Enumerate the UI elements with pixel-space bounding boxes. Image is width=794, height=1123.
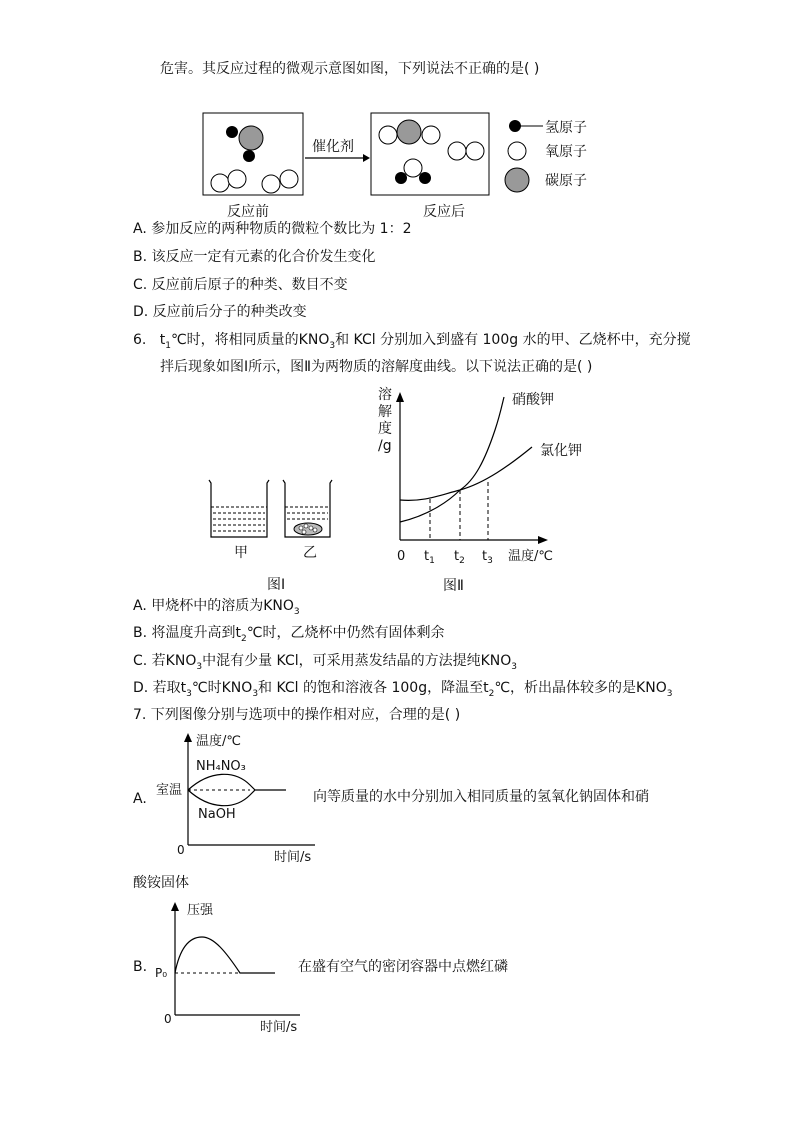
carbon-atom [239,126,263,150]
question-5-stem-continued: 危害。其反应过程的微观示意图如图，下列说法不正确的是( ) [160,61,540,77]
legend-hydrogen: 氢原子 [545,120,587,136]
q6-option-c[interactable]: C. 若$KNO_3$中混有少量 KCl，可采用蒸发结晶的方法提纯$KNO_3$ [133,653,518,672]
tick-t1: $t_1$ [424,549,435,566]
undissolved-solid [294,523,322,535]
hydrogen-atom [395,172,407,184]
x-axis-label: 温度/℃ [508,549,553,564]
y-axis-label-char: 溶 [378,387,392,403]
y-axis-label-char: 度 [378,421,392,437]
q5-option-c[interactable]: C. 反应前后原子的种类、数目不变 [133,277,348,293]
beaker-b-label: 乙 [303,545,317,561]
nh4no3-curve [188,774,255,790]
tick-t2: $t_2$ [454,549,465,566]
oxygen-atom [262,175,280,193]
q7-stem: 7. 下列图像分别与选项中的操作相对应，合理的是( ) [133,707,461,723]
graph-a-upper-label: NH₄NO₃ [196,759,246,774]
q6-option-b[interactable]: B. 将温度升高到$t_2℃$时，乙烧杯中仍然有固体剩余 [133,625,445,644]
pressure-curve [175,937,275,973]
q5-option-a[interactable]: A. 参加反应的两种物质的微粒个数比为 1：2 [133,221,412,237]
graph-b-origin: 0 [164,1012,172,1026]
q5-option-b[interactable]: B. 该反应一定有元素的化合价发生变化 [133,249,376,265]
y-axis-label-char: 解 [378,404,392,420]
kcl-label: 氯化钾 [540,443,582,459]
tick-t3: $t_3$ [482,549,493,566]
q6-stem-line1: 6. $t_1℃$时，将相同质量的$KNO_3$和 KCl 分别加入到盛有 100g 水的甲、乙烧杯中，充分搅 [133,332,691,351]
naoh-curve [188,790,286,806]
carbon-atom [397,120,421,144]
graph-a-origin: 0 [177,843,185,857]
figure-2-solubility-chart [370,385,582,595]
kno3-label: 硝酸钾 [512,392,554,408]
graph-b-xlabel: 时间/s [260,1020,298,1035]
graph-b-ylabel: 压强 [187,903,214,918]
hydrogen-atom [226,126,238,138]
figure-1-beakers [205,475,335,595]
oxygen-atom [211,174,229,192]
q6-option-d[interactable]: D. 若取$t_3℃$时$KNO_3$和 KCl 的饱和溶液各 100g，降温至$t_2℃$，析出晶体较多的是$KNO_3$ [133,680,673,699]
graph-a-ylabel: 温度/℃ [196,734,241,749]
hydrogen-atom [243,150,255,162]
oxygen-atom [466,142,484,160]
graph-a-lower-label: NaOH [198,807,236,822]
origin-label: 0 [397,549,406,564]
q7-option-b-letter[interactable]: B. [133,959,148,975]
before-label: 反应前 [227,204,269,220]
figure-2-caption: 图Ⅱ [443,578,464,594]
oxygen-atom [448,142,466,160]
q7-option-a-desc-cont: 酸铵固体 [133,875,189,891]
beaker-a-label: 甲 [234,545,248,561]
q7-option-a-desc: 向等质量的水中分别加入相同质量的氢氧化钠固体和硝 [313,789,649,805]
kcl-curve [400,447,532,500]
reaction-micro-diagram [195,108,615,223]
oxygen-atom [280,170,298,188]
q7-option-b-desc: 在盛有空气的密闭容器中点燃红磷 [298,959,508,975]
q5-option-d[interactable]: D. 反应前后分子的种类改变 [133,304,307,320]
graph-a-temperature [150,730,330,865]
graph-b-pressure [150,897,320,1037]
oxygen-atom [228,170,246,188]
q6-stem-line2: 拌后现象如图Ⅰ所示，图Ⅱ为两物质的溶解度曲线。以下说法正确的是( ) [160,359,593,375]
oxygen-atom [379,126,397,144]
oxygen-atom [422,126,440,144]
hydrogen-atom [419,172,431,184]
graph-b-baseline-label: P₀ [155,966,168,980]
q7-option-a-letter[interactable]: A. [133,791,147,807]
after-label: 反应后 [423,204,465,220]
legend-oxygen: 氧原子 [545,144,587,160]
oxygen-atom [404,159,422,177]
figure-1-caption: 图Ⅰ [267,577,286,593]
graph-a-baseline-label: 室温 [156,783,183,798]
legend-carbon: 碳原子 [545,173,587,189]
arrow-label: 催化剂 [312,139,354,155]
y-axis-label-char: /g [378,438,392,454]
graph-a-xlabel: 时间/s [274,850,312,865]
q6-option-a[interactable]: A. 甲烧杯中的溶质为$KNO_3$ [133,598,300,617]
